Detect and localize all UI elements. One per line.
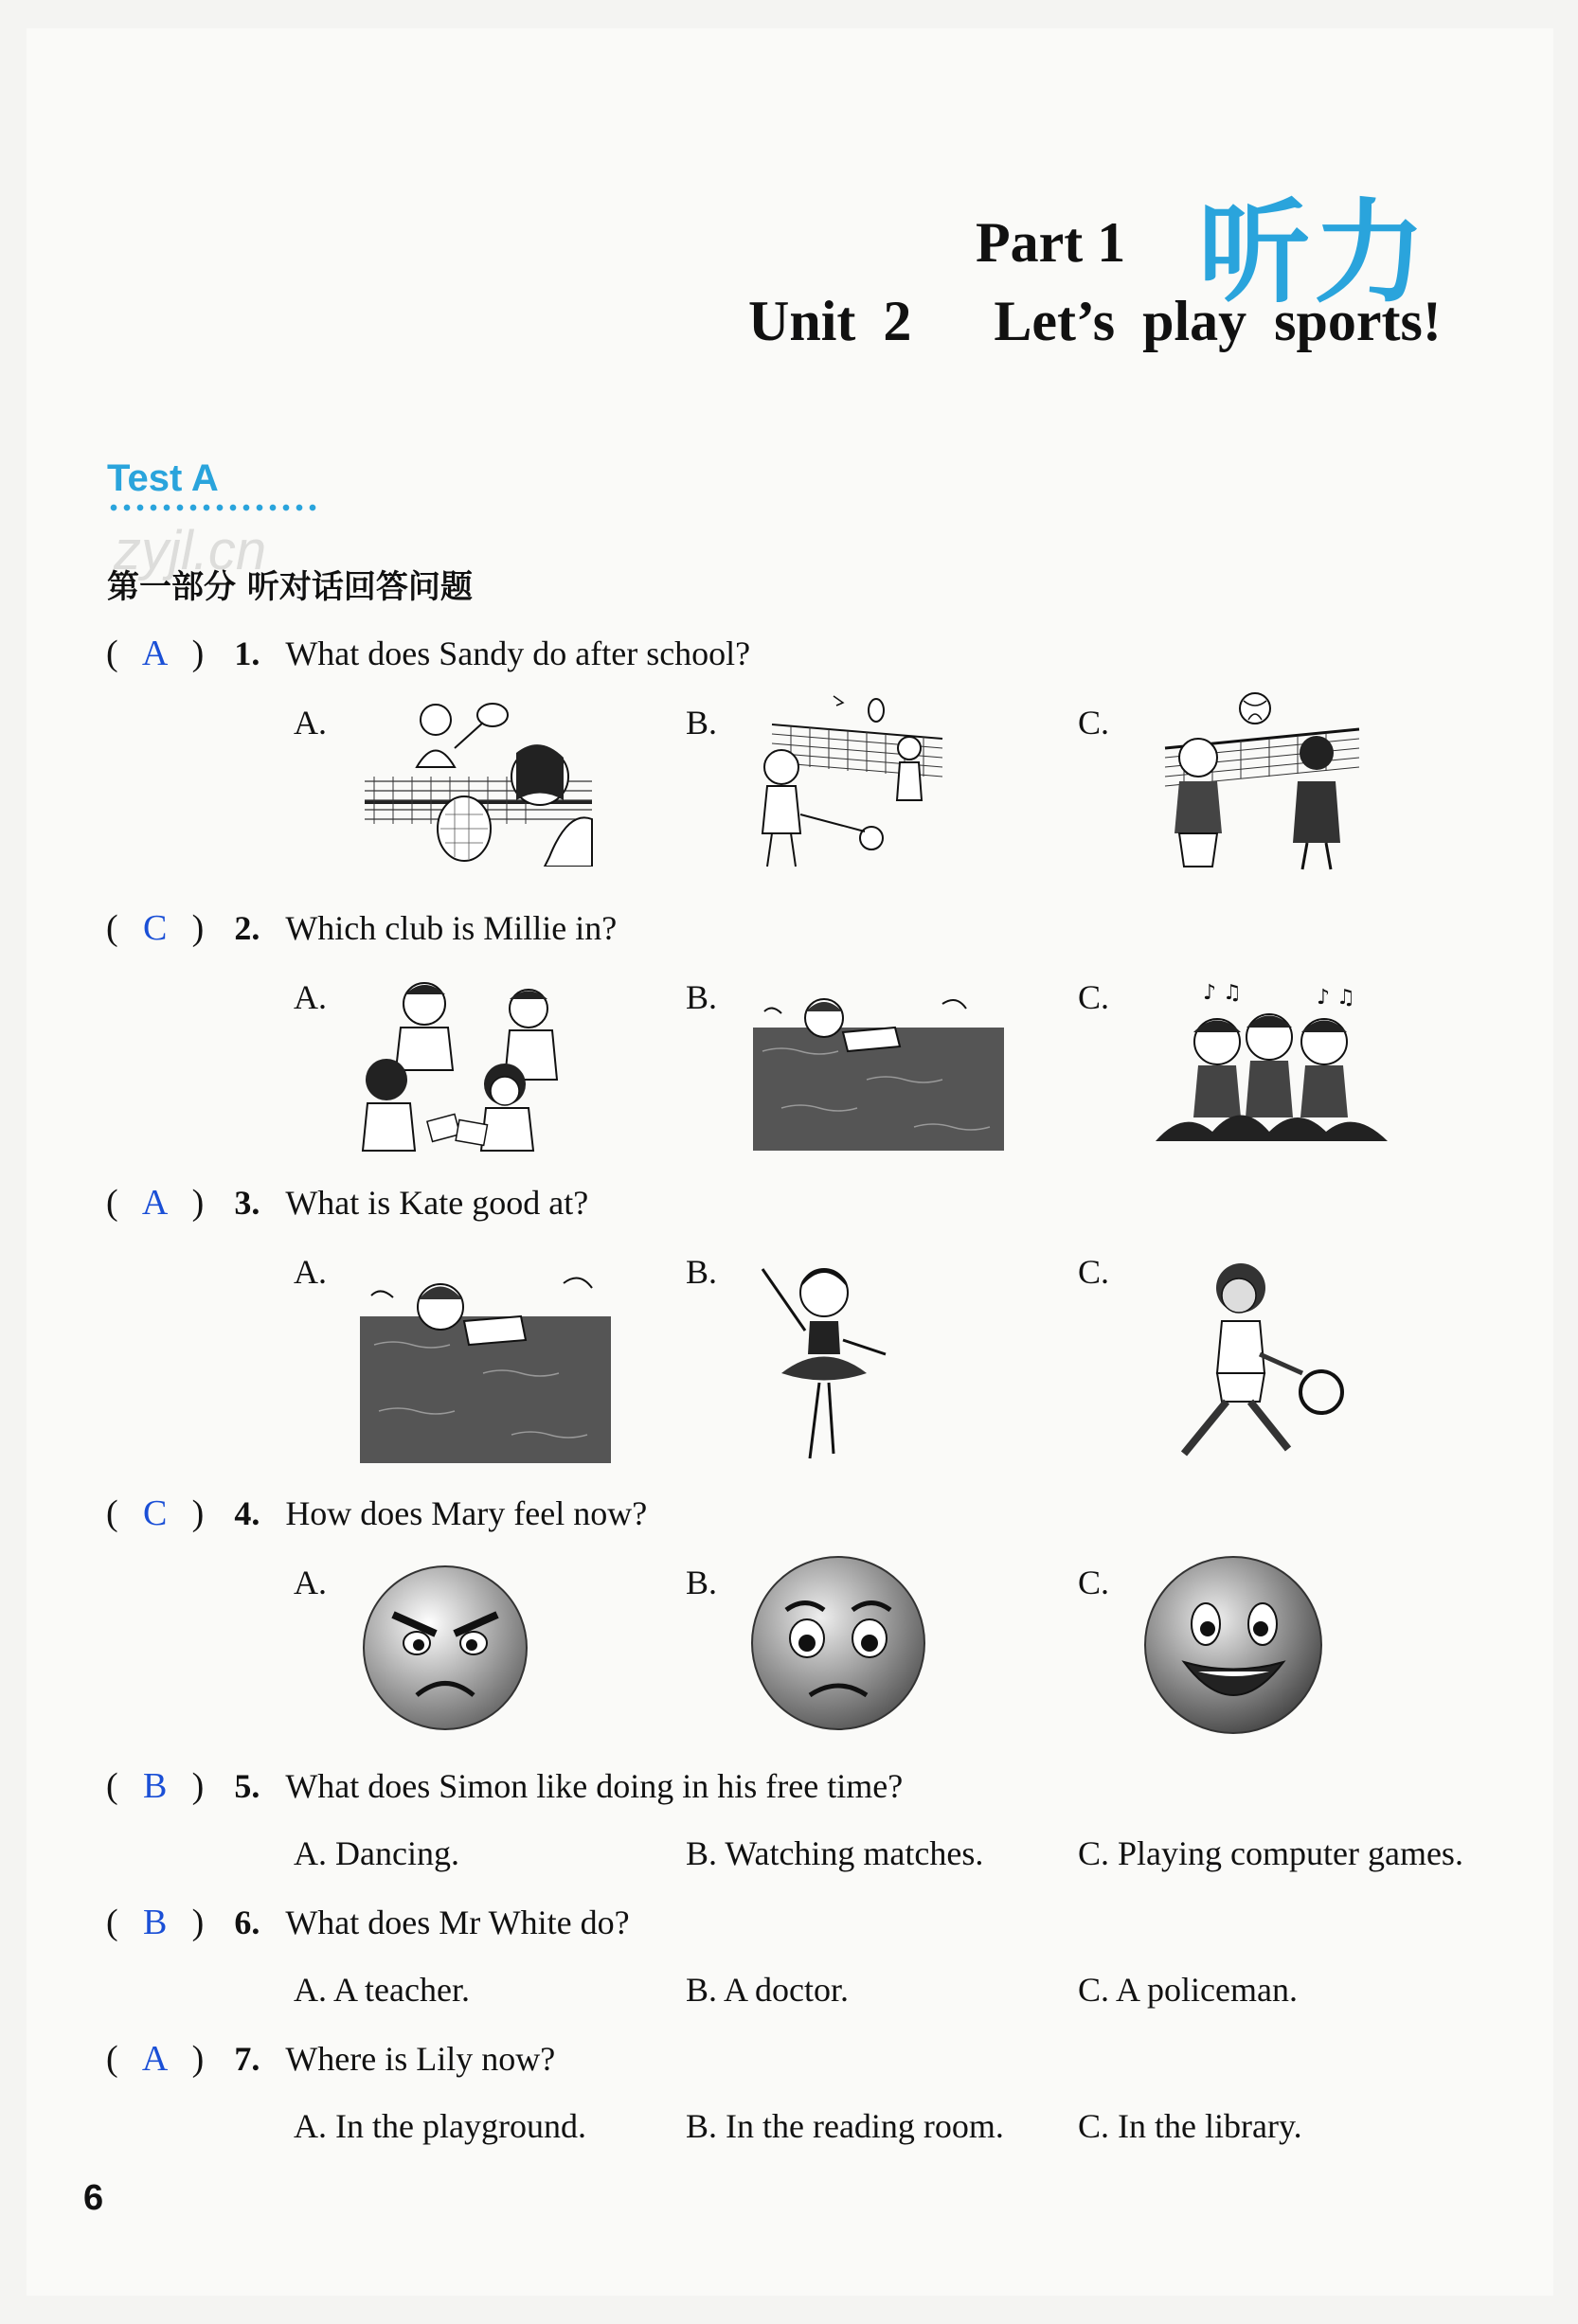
answer-mark: C	[142, 1493, 168, 1533]
option-text: Dancing.	[335, 1834, 459, 1872]
question-row	[106, 2038, 555, 2080]
option-letter: B.	[686, 978, 718, 1016]
option-b	[686, 2106, 1004, 2146]
swimming-image	[753, 975, 1004, 1151]
option-text: In the reading room.	[726, 2107, 1004, 2145]
option-a	[294, 977, 327, 1017]
question-text: Where is Lily now?	[285, 2040, 556, 2078]
option-text: A doctor.	[724, 1971, 850, 2009]
question-row	[106, 1182, 588, 1224]
option-c	[1078, 1252, 1109, 1292]
option-b	[686, 977, 717, 1017]
option-c	[1078, 2106, 1302, 2146]
option-a	[294, 2106, 586, 2146]
swimming-image	[360, 1250, 611, 1463]
option-letter: C.	[1078, 704, 1110, 742]
option-letter: A.	[294, 978, 327, 1016]
answer-mark: A	[141, 2039, 169, 2079]
option-c	[1078, 1970, 1298, 2010]
page	[27, 28, 1553, 2296]
part-title: Part 1	[976, 211, 1126, 274]
unit-title	[748, 289, 1442, 354]
question-number: 5.	[234, 1767, 260, 1805]
unit-name: Let’s play sports!	[994, 290, 1442, 352]
option-letter: A.	[294, 704, 327, 742]
question-row	[106, 907, 617, 949]
question-row	[106, 1902, 630, 1943]
option-b	[686, 1252, 717, 1292]
option-b	[686, 1970, 849, 2010]
option-c	[1078, 1833, 1463, 1873]
tennis-image	[1146, 1250, 1350, 1468]
question-text: What does Mr White do?	[285, 1904, 630, 1941]
close-paren: )	[191, 908, 205, 948]
option-b	[686, 1563, 717, 1602]
svg-text:♪ ♫: ♪ ♫	[1317, 986, 1355, 1010]
option-letter: C.	[1078, 1971, 1110, 2009]
question-text: What is Kate good at?	[285, 1184, 589, 1222]
option-letter: B.	[686, 2107, 718, 2145]
close-paren: )	[191, 2039, 205, 2079]
question-number: 4.	[234, 1494, 260, 1532]
open-paren: (	[106, 1903, 118, 1942]
option-text: Playing computer games.	[1118, 1834, 1463, 1872]
volleyball-image	[1146, 691, 1364, 871]
option-letter: B.	[686, 1564, 718, 1601]
option-letter: B.	[686, 704, 718, 742]
question-text: How does Mary feel now?	[285, 1494, 648, 1532]
question-text: What does Sandy do after school?	[285, 635, 751, 672]
open-paren: (	[106, 634, 118, 673]
question-text: What does Simon like doing in his free time?	[285, 1767, 904, 1805]
option-letter: B.	[686, 1253, 718, 1291]
option-a	[294, 1252, 327, 1292]
question-row	[106, 1493, 647, 1534]
angry-face-image	[360, 1563, 530, 1733]
badminton-image	[753, 691, 952, 871]
option-a	[294, 1833, 459, 1873]
question-row	[106, 633, 750, 674]
page-number: 6	[83, 2178, 104, 2218]
option-text: In the library.	[1118, 2107, 1302, 2145]
singing-club-image	[1146, 975, 1397, 1151]
option-letter: A.	[294, 1253, 327, 1291]
open-paren: (	[106, 2039, 118, 2079]
option-b	[686, 1833, 983, 1873]
option-letter: C.	[1078, 1834, 1110, 1872]
happy-face-image	[1141, 1553, 1326, 1738]
test-label: Test A	[107, 457, 219, 499]
option-text: A policeman.	[1116, 1971, 1298, 2009]
open-paren: (	[106, 1766, 118, 1806]
answer-mark: A	[141, 634, 169, 673]
question-number: 7.	[234, 2040, 260, 2078]
open-paren: (	[106, 1183, 118, 1223]
option-letter: C.	[1078, 1253, 1110, 1291]
option-letter: C.	[1078, 978, 1110, 1016]
answer-mark: A	[141, 1183, 169, 1223]
part-chinese-title: 听力	[1198, 188, 1430, 318]
question-number: 6.	[234, 1904, 260, 1941]
option-letter: A.	[294, 1564, 327, 1601]
option-c	[1078, 977, 1109, 1017]
question-text: Which club is Millie in?	[285, 909, 618, 947]
question-number: 3.	[234, 1184, 260, 1222]
section-heading: 第一部分 听对话回答问题	[107, 568, 473, 606]
question-number: 2.	[234, 909, 260, 947]
option-letter: B.	[686, 1834, 718, 1872]
answer-mark: B	[142, 1903, 168, 1942]
card-game-club-image	[358, 975, 571, 1155]
ballet-image	[753, 1250, 895, 1463]
option-letter: B.	[686, 1971, 718, 2009]
close-paren: )	[191, 634, 205, 673]
option-letter: A.	[294, 1834, 327, 1872]
dotted-underline	[107, 504, 317, 511]
close-paren: )	[191, 1903, 205, 1942]
close-paren: )	[191, 1766, 205, 1806]
close-paren: )	[191, 1493, 205, 1533]
option-c	[1078, 703, 1109, 742]
table-tennis-image	[360, 696, 597, 867]
option-letter: A.	[294, 1971, 327, 2009]
option-letter: C.	[1078, 1564, 1110, 1601]
option-letter: C.	[1078, 2107, 1110, 2145]
answer-mark: B	[142, 1766, 168, 1806]
option-a	[294, 1970, 470, 2010]
option-b	[686, 703, 717, 742]
unit-number: Unit 2	[748, 290, 912, 352]
option-a	[294, 703, 327, 742]
option-letter: A.	[294, 2107, 327, 2145]
option-text: A teacher.	[333, 1971, 470, 2009]
option-a	[294, 1563, 327, 1602]
sad-face-image	[748, 1553, 928, 1733]
answer-mark: C	[142, 908, 168, 948]
close-paren: )	[191, 1183, 205, 1223]
option-text: Watching matches.	[725, 1834, 984, 1872]
question-row	[106, 1765, 903, 1807]
option-text: In the playground.	[335, 2107, 586, 2145]
open-paren: (	[106, 1493, 118, 1533]
svg-text:♪ ♫: ♪ ♫	[1203, 981, 1242, 1005]
open-paren: (	[106, 908, 118, 948]
watermark: zyjl.cn	[114, 520, 267, 581]
question-number: 1.	[234, 635, 260, 672]
option-c	[1078, 1563, 1109, 1602]
